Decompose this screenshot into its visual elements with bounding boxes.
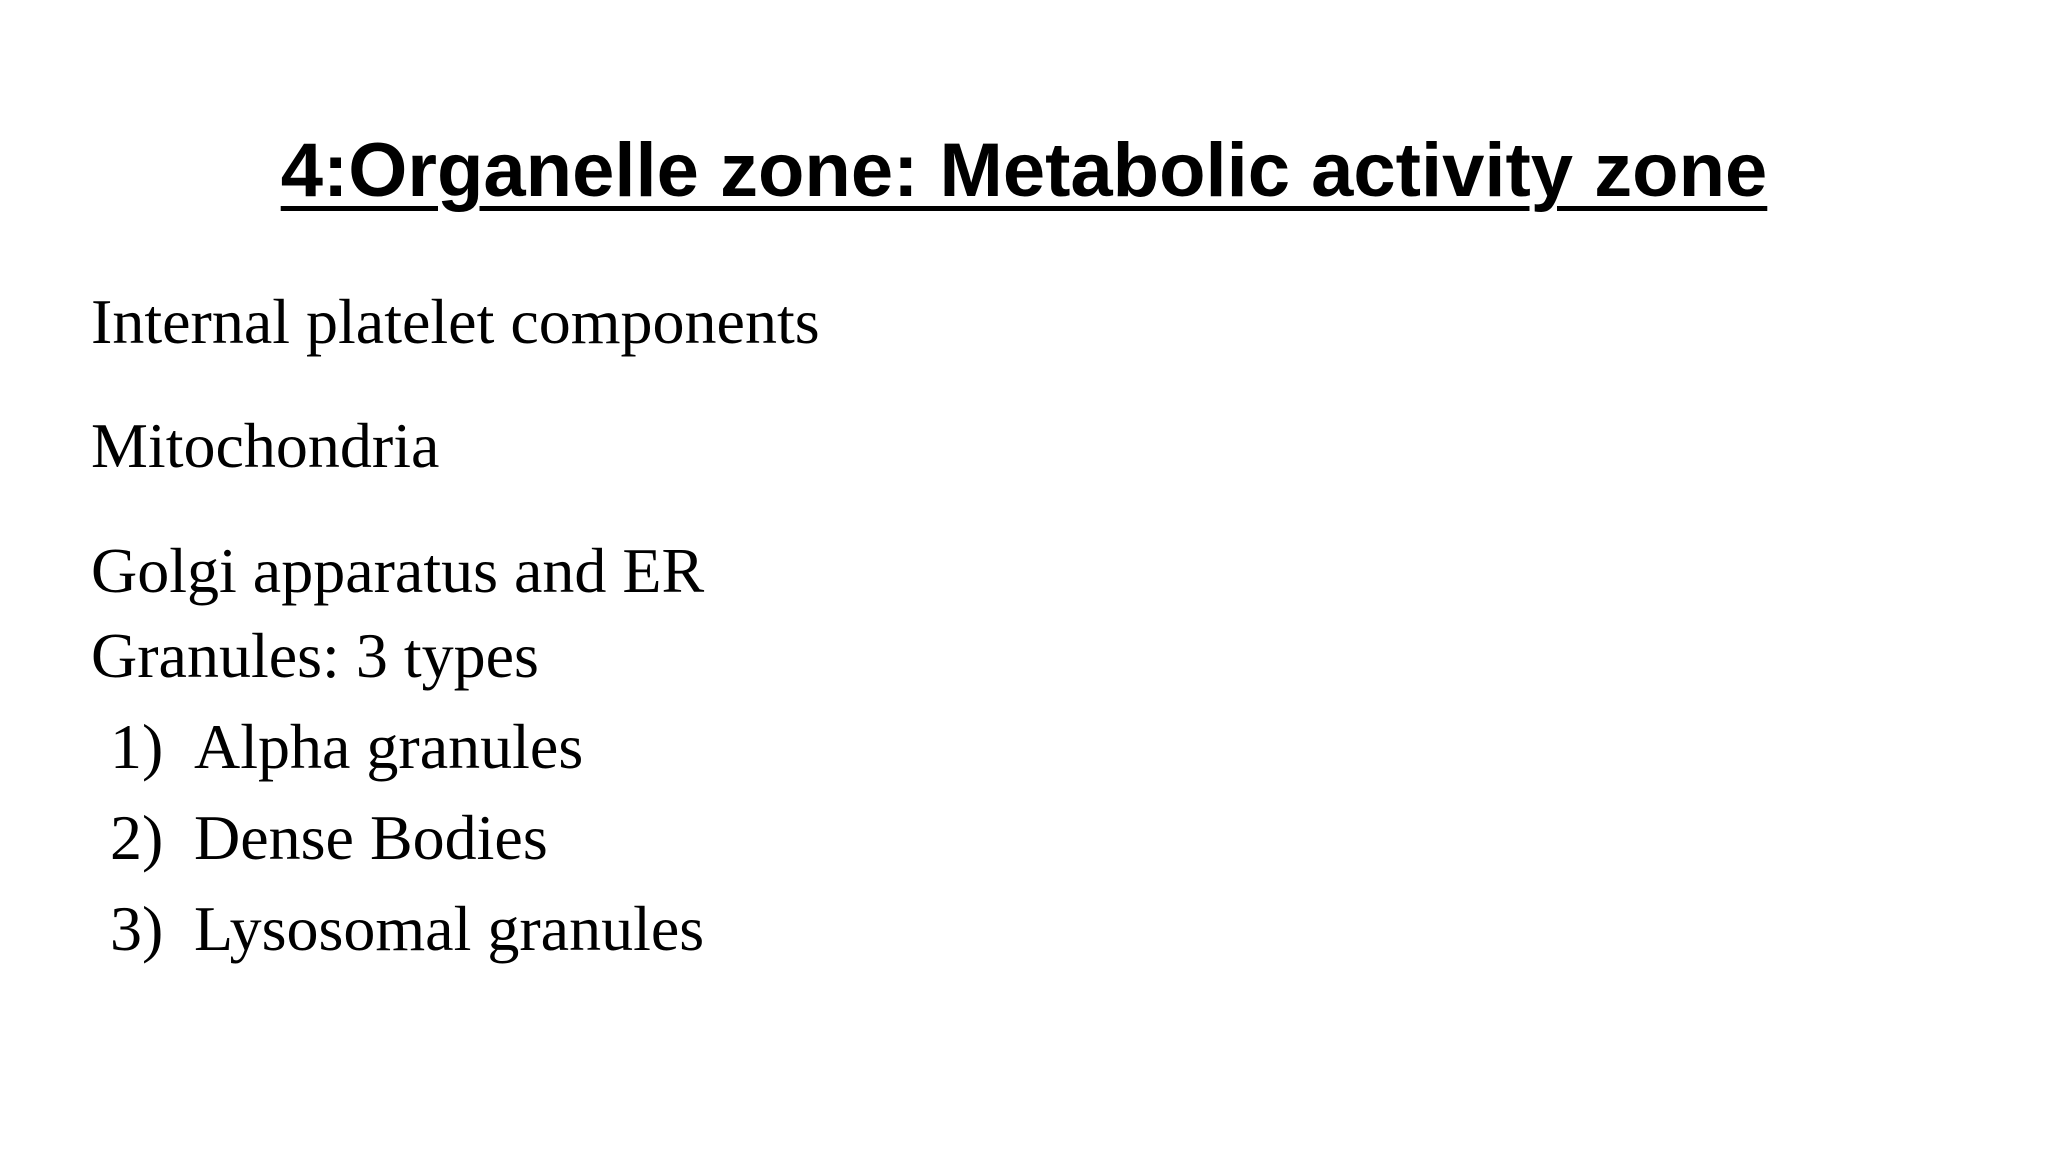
slide-title: 4:Organelle zone: Metabolic activity zone [280,128,1768,213]
list-item-label: Alpha granules [194,711,584,782]
list-item-label: Lysosomal granules [194,893,705,964]
list-item-number: 2) [110,802,164,873]
list-item-number: 3) [110,893,164,964]
text-line-golgi-er: Golgi apparatus and ER [91,535,705,606]
list-item-label: Dense Bodies [194,802,548,873]
text-line-granules-heading: Granules: 3 types [91,620,539,691]
text-line-internal-components: Internal platelet components [91,286,820,357]
text-line-mitochondria: Mitochondria [91,410,440,481]
list-item-number: 1) [110,711,164,782]
